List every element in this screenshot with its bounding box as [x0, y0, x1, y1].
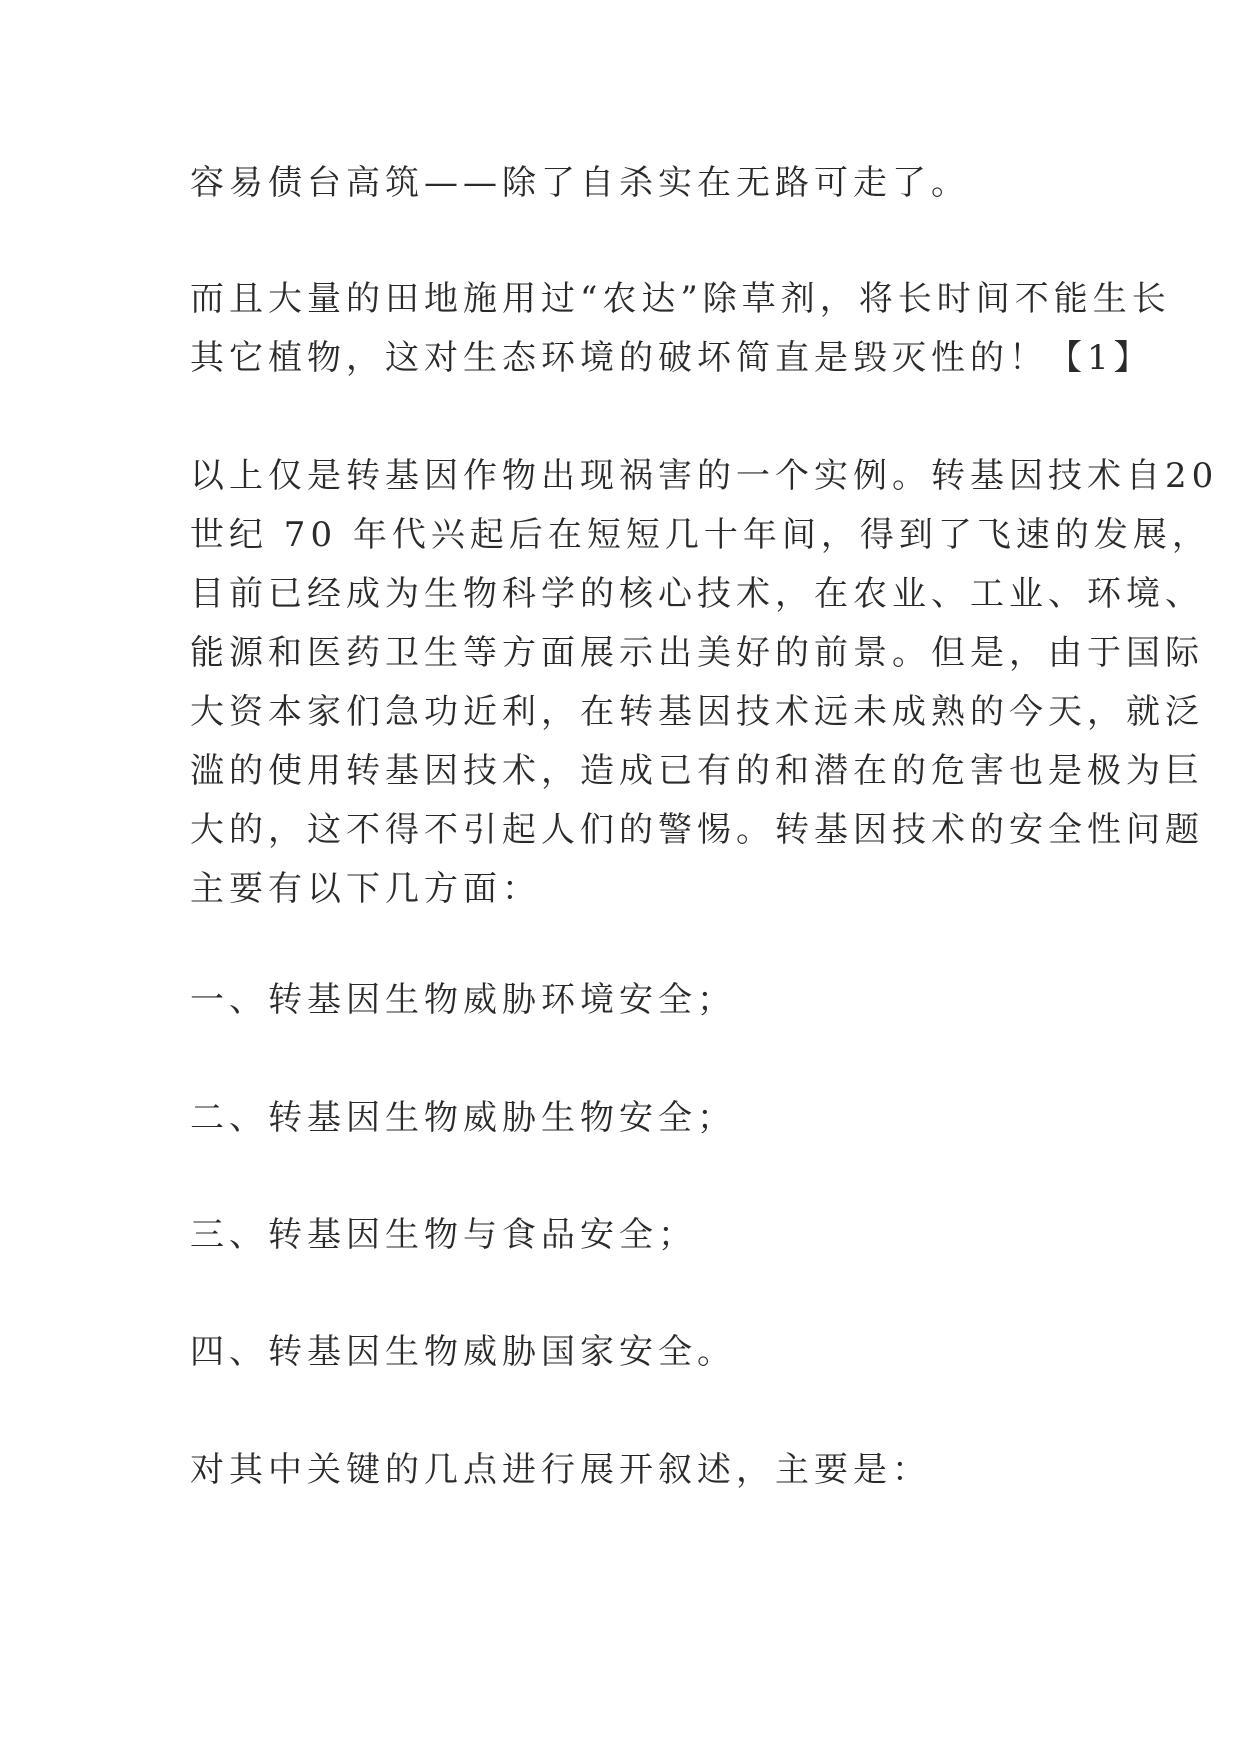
paragraph-gm-technology	[190, 447, 1219, 919]
text-line: 滥的使用转基因技术，造成已有的和潜在的危害也是极为巨	[190, 751, 1204, 791]
text-line: 而且大量的田地施用过“农达”除草剂，将长时间不能生长	[190, 279, 1171, 319]
list-item-biological-safety	[190, 1089, 1060, 1148]
text-line: 目前已经成为生物科学的核心技术，在农业、工业、环境、	[190, 574, 1204, 614]
paragraph-herbicide	[190, 270, 1171, 388]
text-line: 容易债台高筑——除了自杀实在无路可走了。	[190, 163, 970, 203]
text-line: 以上仅是转基因作物出现祸害的一个实例。转基因技术自20	[190, 456, 1219, 496]
text-line: 四、转基因生物威胁国家安全。	[190, 1332, 736, 1372]
list-item-food-safety	[190, 1206, 1060, 1265]
text-line: 世纪 70 年代兴起后在短短几十年间，得到了飞速的发展，	[190, 515, 1211, 555]
list-item-environment-safety	[190, 971, 1060, 1030]
text-line: 大资本家们急功近利，在转基因技术远未成熟的今天，就泛	[190, 692, 1204, 732]
list-item-national-security	[190, 1323, 1060, 1382]
paragraph-elaboration-intro	[190, 1441, 1060, 1500]
text-line: 其它植物，这对生态环境的破坏简直是毁灭性的！【1】	[190, 338, 1153, 378]
text-line: 主要有以下几方面：	[190, 869, 541, 909]
text-line: 对其中关键的几点进行展开叙述，主要是：	[190, 1450, 931, 1490]
text-line: 二、转基因生物威胁生物安全；	[190, 1098, 736, 1138]
paragraph-debt	[190, 154, 1060, 213]
text-line: 能源和医药卫生等方面展示出美好的前景。但是，由于国际	[190, 633, 1204, 673]
text-line: 大的，这不得不引起人们的警惕。转基因技术的安全性问题	[190, 810, 1204, 850]
text-line: 一、转基因生物威胁环境安全；	[190, 980, 736, 1020]
text-line: 三、转基因生物与食品安全；	[190, 1215, 697, 1255]
